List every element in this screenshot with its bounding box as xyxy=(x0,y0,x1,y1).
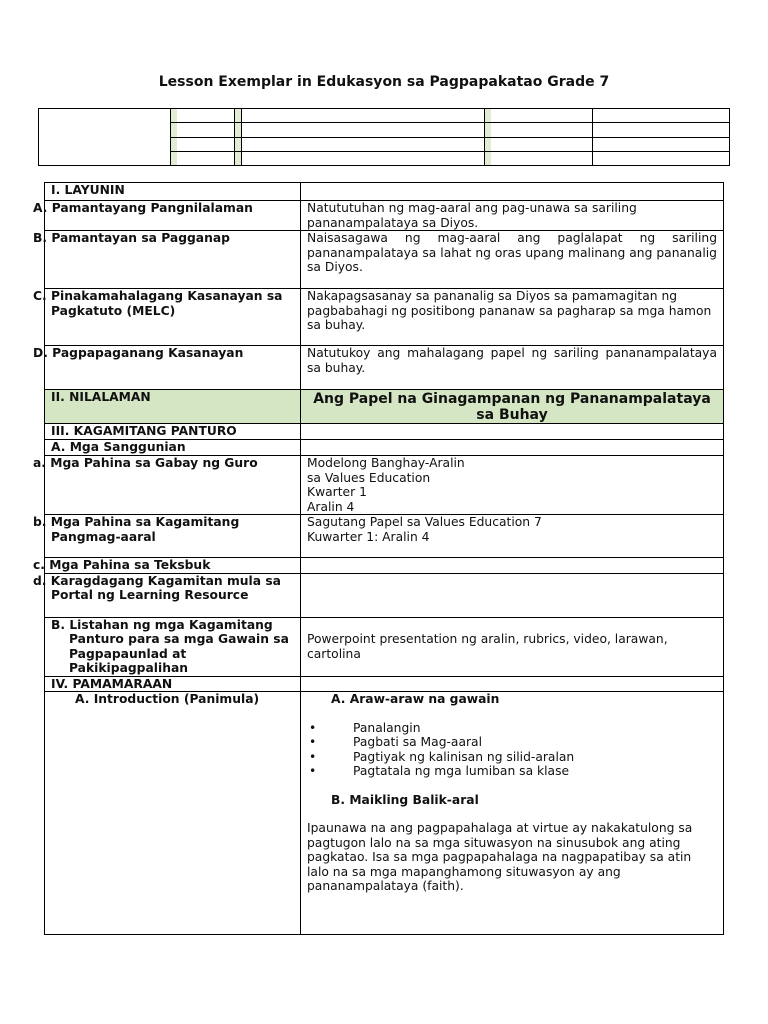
table-row xyxy=(45,515,724,558)
table-row xyxy=(45,201,724,231)
table-row xyxy=(45,424,724,440)
table-row xyxy=(45,617,724,676)
table-row xyxy=(45,440,724,456)
listahan-label: B. Listahan ng mga Kagamitang Panturo para sa mga Gawain sa Pagpapaunlad at Pakikipagpalihan xyxy=(45,617,301,676)
kagamitang-pangmag-aaral-value xyxy=(301,515,724,558)
gabay-line: Modelong Banghay-Aralin xyxy=(307,456,465,470)
balik-aral-paragraph: Ipaunawa na ang pagpapahalaga at virtue ay nakakatulong sa pagtugon lalo na sa mga situwasyon na sinusubok ang ating pagkatao. Isa sa mga pagpapahalaga na nagpapatibay sa atin lalo na sa mga mapanghamong situwasyon ay ang pananampalataya (faith). xyxy=(307,821,693,893)
gabay-guro-label: a. Mga Pahina sa Gabay ng Guro xyxy=(45,456,301,515)
pagpapaganang-label: D. Pagpapaganang Kasanayan xyxy=(45,346,301,390)
araw-araw-heading: A. Araw-araw na gawain xyxy=(331,692,500,706)
table-row xyxy=(45,558,724,574)
pagpapaganang-value: Natutukoy ang mahalagang papel ng sariling pananampalataya sa buhay. xyxy=(301,346,724,390)
table-row xyxy=(45,456,724,515)
table-row xyxy=(45,390,724,424)
list-item: • Panalangin xyxy=(307,721,717,736)
layunin-label: I. LAYUNIN xyxy=(45,183,301,201)
pamantayang-pangnilalaman-label: A. Pamantayang Pangnilalaman xyxy=(45,201,301,231)
gabay-line: Kwarter 1 xyxy=(307,485,367,499)
sanggunian-label: A. Mga Sanggunian xyxy=(45,440,301,456)
balik-aral-heading: B. Maikling Balik-aral xyxy=(331,792,479,807)
pamantayan-pagganap-value: Naisasagawa ng mag-aaral ang paglalapat ng sariling pananampalataya sa lahat ng oras upang malinang ang pananalig sa Diyos. xyxy=(301,231,724,289)
melc-value: Nakapagsasanay sa pananalig sa Diyos sa pamamagitan ng pagbabahagi ng positibong pananaw sa pagharap sa mga hamon sa buhay. xyxy=(301,289,724,346)
kagamitang-line: Kuwarter 1: Aralin 4 xyxy=(307,529,430,544)
list-item: • Pagbati sa Mag-aaral xyxy=(307,735,717,750)
araw-araw-list xyxy=(307,721,717,779)
table-row xyxy=(45,183,724,201)
kagamitang-panturo-label: III. KAGAMITANG PANTURO xyxy=(45,424,301,440)
gabay-line: Aralin 4 xyxy=(307,499,355,514)
lesson-table xyxy=(33,182,724,935)
introduction-content xyxy=(301,692,724,935)
list-item: • Pagtiyak ng kalinisan ng silid-aralan xyxy=(307,750,717,765)
nilalaman-label: II. NILALAMAN xyxy=(45,390,301,424)
document-title: Lesson Exemplar in Edukasyon sa Pagpapakatao Grade 7 xyxy=(158,74,610,90)
pamantayan-pagganap-label: B. Pamantayan sa Pagganap xyxy=(45,231,301,289)
teksbuk-label: c. Mga Pahina sa Teksbuk xyxy=(45,558,301,574)
introduction-label: A. Introduction (Panimula) xyxy=(45,692,301,935)
nilalaman-value: Ang Papel na Ginagampanan ng Pananampalataya sa Buhay xyxy=(301,390,724,424)
header-info-box xyxy=(38,108,730,166)
gabay-guro-value xyxy=(301,456,724,515)
table-row xyxy=(45,289,724,346)
kagamitang-line: Sagutang Papel sa Values Education 7 xyxy=(307,515,542,529)
karagdagang-kagamitan-label: d. Karagdagang Kagamitan mula sa Portal ng Learning Resource xyxy=(45,573,301,617)
table-row xyxy=(45,231,724,289)
pamantayang-pangnilalaman-value: Natututuhan ng mag-aaral ang pag-unawa sa sariling pananampalataya sa Diyos. xyxy=(301,201,724,231)
pamamaraan-label: IV. PAMAMARAAN xyxy=(45,676,301,692)
melc-label: C. Pinakamahalagang Kasanayan sa Pagkatuto (MELC) xyxy=(45,289,301,346)
table-row xyxy=(45,692,724,935)
list-item: • Pagtatala ng mga lumiban sa klase xyxy=(307,764,717,779)
kagamitang-pangmag-aaral-label: b. Mga Pahina sa Kagamitang Pangmag-aaral xyxy=(45,515,301,558)
listahan-value: Powerpoint presentation ng aralin, rubrics, video, larawan, cartolina xyxy=(301,617,724,676)
gabay-line: sa Values Education xyxy=(307,470,431,485)
table-row xyxy=(45,676,724,692)
table-row xyxy=(45,573,724,617)
table-row xyxy=(45,346,724,390)
